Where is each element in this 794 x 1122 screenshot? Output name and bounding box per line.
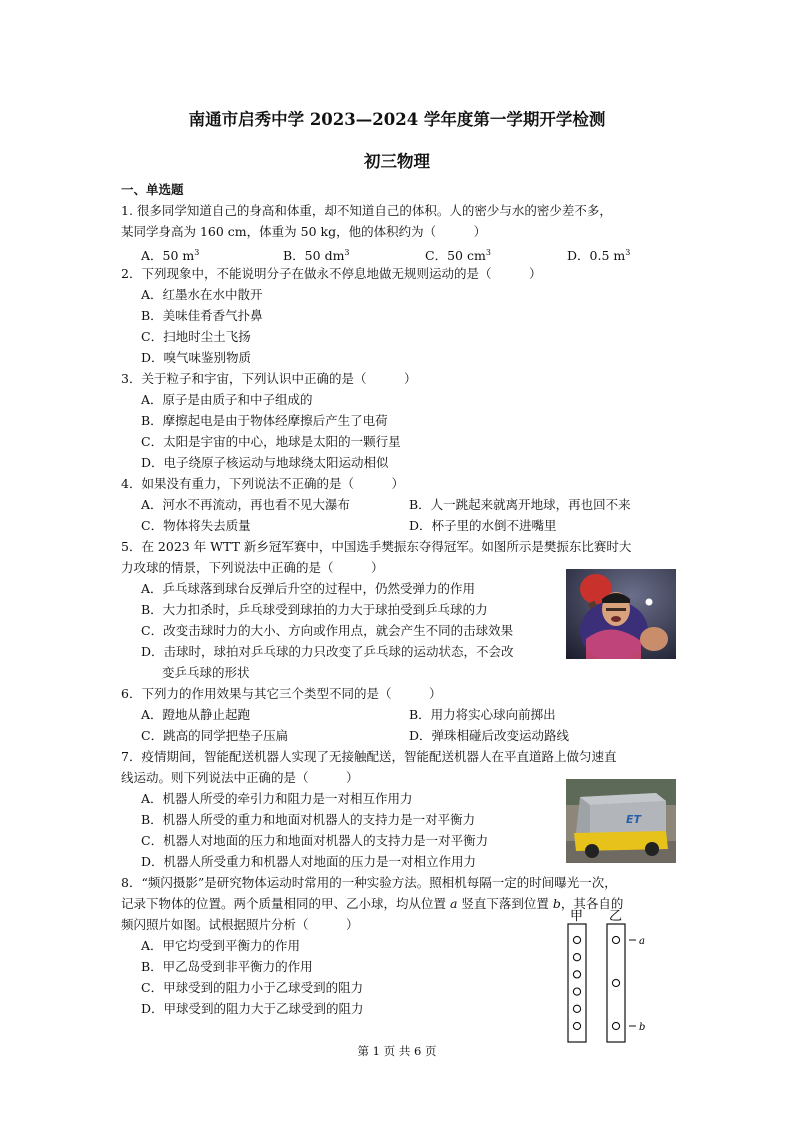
yi-ball (612, 979, 619, 986)
question-7-option-c: C．机器人对地面的压力和地面对机器人的支持力是一对平衡力 (141, 833, 489, 848)
question-8-line-1: 8．“频闪摄影”是研究物体运动时常用的一种实验方法。照相机每隔一定的时间曝光一次， (121, 875, 617, 890)
page-subtitle: 初三物理 (364, 152, 430, 171)
question-3-option-b: B．摩擦起电是由于物体经摩擦后产生了电荷 (141, 413, 388, 428)
jia-ball (573, 988, 580, 995)
question-2-option-a: A．红墨水在水中散开 (141, 287, 263, 302)
question-2-stem: 2．下列现象中，不能说明分子在做永不停息地做无规则运动的是（ ） (121, 266, 542, 281)
mark-a-label: a (639, 936, 645, 947)
question-7-line-1: 7．疫情期间，智能配送机器人实现了无接触配送，智能配送机器人在平直道路上做匀速直 (121, 749, 617, 764)
question-5-option-d-line-2: 变乒乓球的形状 (162, 665, 250, 680)
question-1-option-c: C．50 $cm^3$ (425, 248, 491, 263)
question-4-option-c: C．物体将失去质量 (141, 518, 251, 533)
yi-ball (612, 1022, 619, 1029)
page-footer: 第 1 页 共 6 页 (357, 1044, 437, 1058)
question-1-line-2: 某同学身高为 160 cm，体重为 50 kg，他的体积约为（ ） (121, 224, 487, 239)
question-1-line-1: 1. 很多同学知道自己的身高和体重，却不知道自己的体积。人的密少与水的密少差不多， (121, 203, 612, 218)
question-6-option-b: B．用力将实心球向前掷出 (409, 707, 556, 722)
jia-ball (573, 1005, 580, 1012)
question-6-option-a: A．蹬地从静止起跑 (141, 707, 251, 722)
question-5-option-c: C．改变击球时力的大小、方向或作用点，就会产生不同的击球效果 (141, 623, 514, 638)
question-5-option-b: B．大力扣杀时，乒乓球受到球拍的力大于球拍受到乒乓球的力 (141, 602, 488, 617)
question-6-option-d: D．弹珠相碰后改变运动路线 (409, 728, 570, 743)
strobe-photo-diagram (560, 906, 660, 1044)
question-7-option-a: A．机器人所受的牵引力和阻力是一对相互作用力 (141, 791, 413, 806)
question-4-option-a: A．河水不再流动，再也看不见大瀑布 (141, 497, 351, 512)
question-4-stem: 4．如果没有重力，下列说法不正确的是（ ） (121, 476, 404, 491)
svg-text:ET: ET (626, 813, 642, 826)
question-7-option-b: B．机器人所受的重力和地面对机器人的支持力是一对平衡力 (141, 812, 476, 827)
question-7-line-2: 线运动。则下列说法中正确的是（ ） (121, 770, 359, 785)
question-6-stem: 6．下列力的作用效果与其它三个类型不同的是（ ） (121, 686, 442, 701)
table-tennis-player-photo (566, 569, 676, 659)
question-1-option-b: B．50 $dm^3$ (283, 248, 350, 263)
question-1-option-a: A．50 $m^3$ (141, 248, 200, 263)
mark-b-label: b (639, 1022, 646, 1033)
question-8-option-d: D．甲球受到的阻力大于乙球受到的阻力 (141, 1001, 364, 1016)
question-8-line-3: 频闪照片如图。试根据照片分析（ ） (121, 917, 359, 932)
question-1-option-d: D．0.5 $m^3$ (567, 248, 631, 263)
question-3-option-d: D．电子绕原子核运动与地球绕太阳运动相似 (141, 455, 389, 470)
question-5-option-d-line-1: D．击球时，球拍对乒乓球的力只改变了乒乓球的运动状态，不会改 (141, 644, 514, 659)
question-4-option-b: B．人一跳起来就离开地球，再也回不来 (409, 497, 631, 512)
question-3-stem: 3．关于粒子和宇宙，下列认识中正确的是（ ） (121, 371, 417, 386)
question-8-option-c: C．甲球受到的阻力小于乙球受到的阻力 (141, 980, 364, 995)
page-title: 南通市启秀中学 2023—2024 学年度第一学期开学检测 (188, 110, 606, 129)
delivery-robot-photo (566, 779, 676, 863)
question-8-line-2: 记录下物体的位置。两个质量相同的甲、乙小球，均从位置 a 竖直下落到位置 b，其各自的 (121, 896, 624, 911)
label-jia: 甲 (570, 909, 584, 924)
jia-ball (573, 954, 580, 961)
question-3-option-a: A．原子是由质子和中子组成的 (141, 392, 313, 407)
jia-ball (573, 971, 580, 978)
jia-ball (573, 936, 580, 943)
question-5-line-2: 力攻球的情景，下列说法中正确的是（ ） (121, 560, 384, 575)
question-5-option-a: A．乒乓球落到球台反弹后升空的过程中，仍然受弹力的作用 (141, 581, 476, 596)
question-8-option-a: A．甲它均受到平衡力的作用 (141, 938, 301, 953)
question-4-option-d: D．杯子里的水倒不进嘴里 (409, 518, 557, 533)
question-8-option-b: B．甲乙岛受到非平衡力的作用 (141, 959, 313, 974)
section-heading: 一、单选题 (121, 182, 184, 197)
question-5-line-1: 5．在 2023 年 WTT 新乡冠军赛中，中国选手樊振东夺得冠军。如图所示是樊振东比赛时大 (121, 539, 632, 554)
label-yi: 乙 (609, 909, 623, 924)
question-7-option-d: D．机器人所受重力和机器人对地面的压力是一对相立作用力 (141, 854, 477, 869)
question-3-option-c: C．太阳是宇宙的中心，地球是太阳的一颗行星 (141, 434, 401, 449)
question-2-option-d: D．嗅气味鉴别物质 (141, 350, 252, 365)
question-2-option-c: C．扫地时尘土飞扬 (141, 329, 251, 344)
jia-ball (573, 1022, 580, 1029)
question-6-option-c: C．跳高的同学把垫子压扁 (141, 728, 289, 743)
question-2-option-b: B．美味佳肴香气扑鼻 (141, 308, 263, 323)
yi-ball (612, 936, 619, 943)
